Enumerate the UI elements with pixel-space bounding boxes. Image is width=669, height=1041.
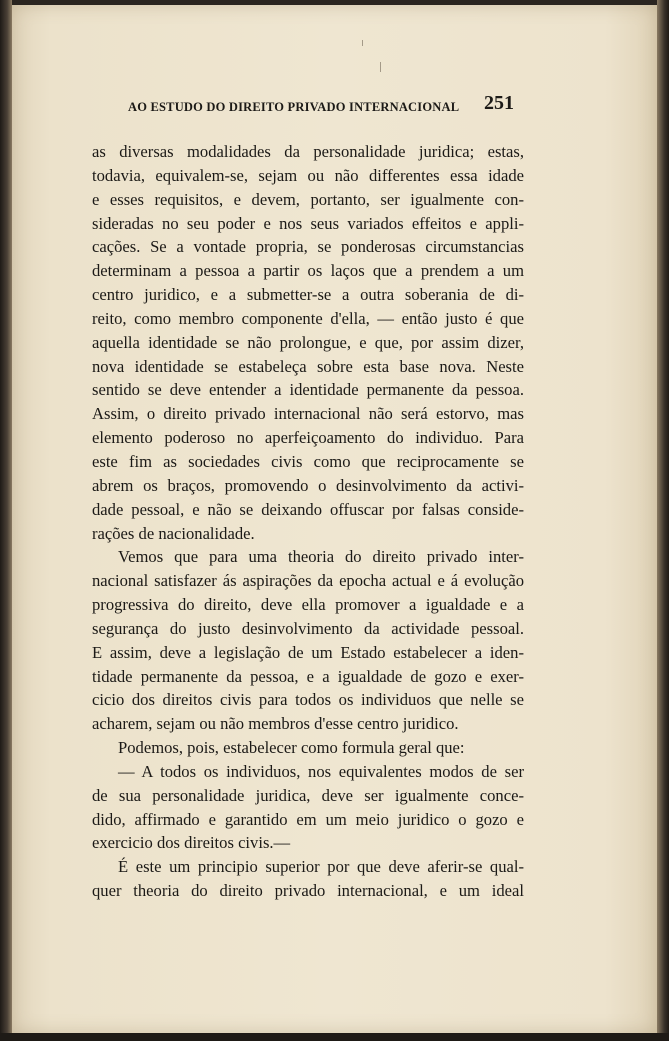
text-line: e esses requisitos, e devem, portanto, ser igualmente con- bbox=[92, 189, 524, 209]
text-line: cações. Se a vontade propria, se ponderosas circumstancias bbox=[92, 237, 524, 257]
text-line: este fim as sociedades civis como que reciprocamente se bbox=[92, 451, 524, 471]
text-line: as diversas modalidades da personalidade juridica; estas, bbox=[92, 142, 524, 161]
text-line: progressiva do direito, deve ella promover a igualdade e a bbox=[92, 595, 524, 615]
text-line: tidade permanente da pessoa, e a igualdade de gozo e exer- bbox=[92, 666, 524, 686]
text-line: elemento poderoso no aperfeiçoamento do individuo. Para bbox=[92, 428, 524, 448]
text-line: sideradas no seu poder e nos seus variados effeitos e appli- bbox=[92, 213, 524, 233]
text-line: aquella identidade se não prolongue, e que, por assim dizer, bbox=[92, 332, 524, 352]
paper-speck bbox=[380, 62, 381, 72]
text-line: abrem os braços, promovendo o desinvolvimento da activi- bbox=[92, 475, 524, 495]
paper-speck bbox=[362, 40, 363, 46]
text-line: reito, como membro componente d'ella, — então justo é que bbox=[92, 308, 524, 328]
text-line: quer theoria do direito privado internacional, e um ideal bbox=[92, 881, 524, 901]
book-gutter bbox=[0, 0, 12, 1041]
body-text bbox=[92, 140, 524, 903]
text-line: determinam a pessoa a partir os laços que a prendem a um bbox=[92, 261, 524, 281]
text-line: exercicio dos direitos civis.— bbox=[92, 833, 291, 853]
text-line: centro juridico, e a submetter-se a outra soberania de di- bbox=[92, 285, 524, 305]
text-line: Vemos que para uma theoria do direito privado inter- bbox=[118, 547, 524, 567]
page-edge-right bbox=[657, 0, 669, 1041]
text-line: acharem, sejam ou não membros d'esse centro juridico. bbox=[92, 714, 459, 734]
text-line: segurança do justo desinvolvimento da actividade pessoal. bbox=[92, 618, 524, 638]
text-line: Podemos, pois, estabelecer como formula geral que: bbox=[118, 738, 465, 758]
text-line: rações de nacionalidade. bbox=[92, 523, 255, 543]
text-line: nacional satisfazer ás aspirações da epocha actual e á evolução bbox=[92, 571, 524, 591]
text-line: nova identidade se estabeleça sobre esta base nova. Neste bbox=[92, 356, 524, 376]
text-line: de sua personalidade juridica, deve ser igualmente conce- bbox=[92, 785, 524, 805]
page-edge-bottom bbox=[0, 1033, 669, 1041]
text-line: dade pessoal, e não se deixando offuscar por falsas conside- bbox=[92, 499, 524, 519]
text-line: E assim, deve a legislação de um Estado estabelecer a iden- bbox=[92, 642, 524, 662]
text-line: sentido se deve entender a identidade permanente da pessoa. bbox=[92, 380, 524, 400]
text-line: todavia, equivalem-se, sejam ou não differentes essa idade bbox=[92, 165, 524, 185]
text-line: Assim, o direito privado internacional não será estorvo, mas bbox=[92, 404, 524, 424]
text-line: — A todos os individuos, nos equivalentes modos de ser bbox=[118, 761, 524, 781]
text-line: dido, affirmado e garantido em um meio juridico o gozo e bbox=[92, 809, 524, 829]
text-line: cicio dos direitos civis para todos os individuos que nelle se bbox=[92, 690, 524, 710]
text-line: É este um principio superior por que deve aferir-se qual- bbox=[118, 857, 524, 877]
page-number: 251 bbox=[484, 92, 514, 114]
running-title: AO ESTUDO DO DIREITO PRIVADO INTERNACIONAL bbox=[128, 100, 460, 114]
running-header bbox=[120, 92, 520, 118]
